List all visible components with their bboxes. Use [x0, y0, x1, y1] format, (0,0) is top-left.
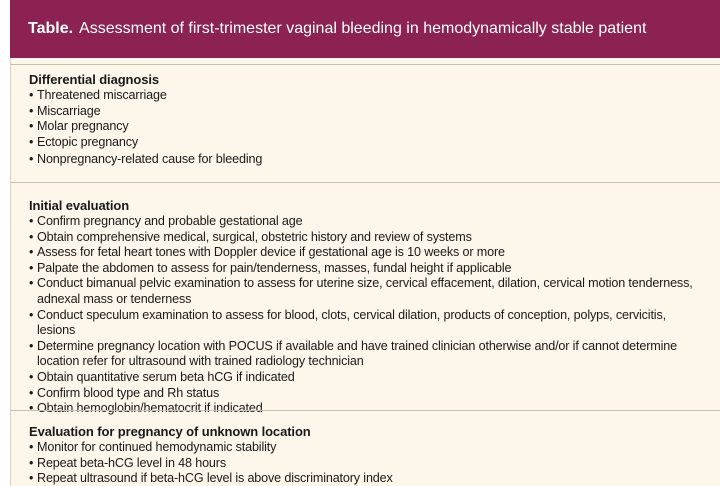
list-item: • Monitor for continued hemodynamic stability [29, 440, 277, 454]
section-divider [11, 182, 720, 183]
bullet-list [29, 440, 700, 486]
list-item: • Threatened miscarriage [29, 88, 167, 102]
table-title: Assessment of first-trimester vaginal bleeding in hemodynamically stable patient [79, 20, 647, 37]
list-item: • Repeat ultrasound if beta-hCG level is above discriminatory index [29, 471, 393, 486]
section-divider [11, 64, 720, 65]
list-item: • Conduct speculum examination to assess for blood, clots, cervical dilation, products of conception, polyps, cervicitis, lesions [29, 307, 666, 338]
section-initial-evaluation [11, 198, 720, 417]
table-label: Table. [28, 20, 74, 37]
section-pregnancy-unknown-location [11, 424, 720, 486]
list-item: • Confirm pregnancy and probable gestational age [29, 214, 303, 228]
list-item: • Obtain quantitative serum beta hCG if indicated [29, 369, 295, 384]
section-differential-diagnosis [11, 72, 720, 168]
list-item: • Miscarriage [29, 103, 101, 118]
bullet-list [29, 88, 700, 168]
section-title: Evaluation for pregnancy of unknown location [29, 424, 311, 439]
table-body [10, 58, 720, 486]
list-item: • Nonpregnancy-related cause for bleeding [29, 152, 263, 167]
list-item: • Confirm blood type and Rh status [29, 385, 220, 400]
list-item: • Assess for fetal heart tones with Doppler device if gestational age is 10 weeks or more [29, 245, 505, 260]
section-title: Differential diagnosis [29, 72, 159, 87]
list-item: • Obtain hemoglobin/hematocrit if indicated [29, 401, 263, 416]
list-item: • Determine pregnancy location with POCUS if available and have trained clinician otherwise and/or if cannot determine location refer for ultrasound with trained radiology technician [29, 338, 677, 369]
list-item: • Palpate the abdomen to assess for pain/tenderness, masses, fundal height if applicable [29, 260, 512, 275]
list-item: • Obtain comprehensive medical, surgical, obstetric history and review of systems [29, 229, 472, 244]
list-item: • Molar pregnancy [29, 119, 129, 134]
section-divider [11, 410, 720, 411]
table-header [10, 0, 720, 58]
section-title: Initial evaluation [29, 198, 130, 213]
bullet-list [29, 214, 700, 417]
list-item: • Conduct bimanual pelvic examination to assess for uterine size, cervical effacement, dilation, cervical motion tenderness, adnexal mass or tenderness [29, 276, 693, 306]
list-item: • Ectopic pregnancy [29, 134, 139, 149]
list-item: • Repeat beta-hCG level in 48 hours [29, 455, 226, 470]
